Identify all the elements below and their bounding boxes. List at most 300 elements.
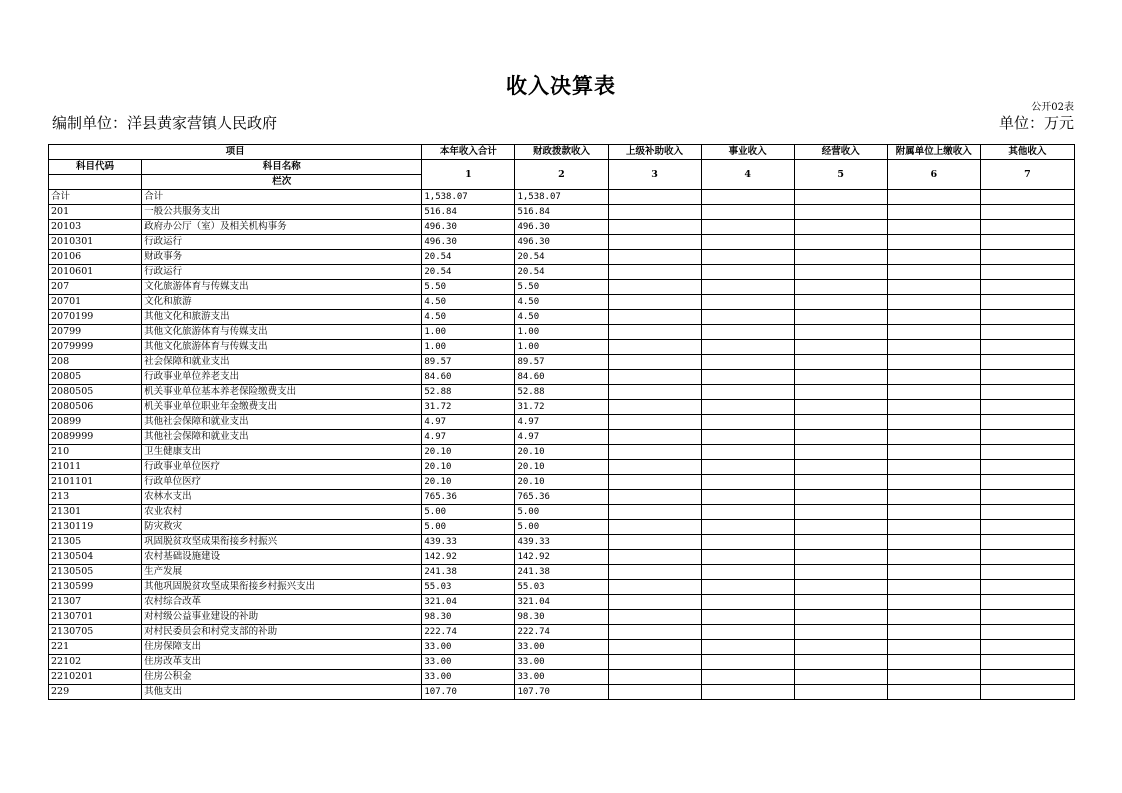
row-empty-cell: [701, 550, 794, 565]
row-name-cell: 社会保障和就业支出: [142, 355, 422, 370]
row-empty-cell: [887, 460, 980, 475]
row-empty-cell: [608, 235, 701, 250]
col-number-4: 4: [701, 160, 794, 190]
row-empty-cell: [608, 325, 701, 340]
row-fiscal-cell: 5.50: [515, 280, 608, 295]
row-total-cell: 20.54: [422, 265, 515, 280]
table-row: [49, 355, 1075, 370]
header-col-superior: 上级补助收入: [608, 145, 701, 160]
row-empty-cell: [794, 295, 887, 310]
row-empty-cell: [887, 370, 980, 385]
table-row: [49, 565, 1075, 580]
row-empty-cell: [980, 415, 1074, 430]
row-empty-cell: [701, 295, 794, 310]
row-total-cell: 20.10: [422, 475, 515, 490]
row-name-cell: 住房改革支出: [142, 655, 422, 670]
col-number-5: 5: [794, 160, 887, 190]
row-code-cell: 2079999: [49, 340, 142, 355]
row-empty-cell: [887, 310, 980, 325]
row-empty-cell: [701, 430, 794, 445]
row-fiscal-cell: 55.03: [515, 580, 608, 595]
row-total-cell: 4.50: [422, 310, 515, 325]
row-fiscal-cell: 89.57: [515, 355, 608, 370]
table-row: [49, 625, 1075, 640]
row-name-cell: 行政单位医疗: [142, 475, 422, 490]
row-code-cell: 2130599: [49, 580, 142, 595]
row-total-cell: 5.00: [422, 505, 515, 520]
row-fiscal-cell: 20.10: [515, 445, 608, 460]
row-total-cell: 98.30: [422, 610, 515, 625]
row-empty-cell: [608, 385, 701, 400]
row-empty-cell: [701, 565, 794, 580]
row-total-cell: 1.00: [422, 325, 515, 340]
row-empty-cell: [794, 370, 887, 385]
row-empty-cell: [794, 400, 887, 415]
row-code-cell: 2130504: [49, 550, 142, 565]
table-row: [49, 655, 1075, 670]
row-empty-cell: [701, 475, 794, 490]
row-fiscal-cell: 241.38: [515, 565, 608, 580]
table-row: [49, 670, 1075, 685]
row-empty-cell: [980, 475, 1074, 490]
table-row: [49, 370, 1075, 385]
row-empty-cell: [701, 265, 794, 280]
row-empty-cell: [887, 430, 980, 445]
row-total-cell: 5.50: [422, 280, 515, 295]
row-empty-cell: [701, 370, 794, 385]
row-empty-cell: [608, 355, 701, 370]
row-empty-cell: [701, 220, 794, 235]
row-empty-cell: [701, 685, 794, 700]
col-number-3: 3: [608, 160, 701, 190]
row-empty-cell: [701, 505, 794, 520]
row-empty-cell: [794, 640, 887, 655]
row-empty-cell: [887, 475, 980, 490]
header-code: 科目代码: [49, 160, 142, 175]
row-empty-cell: [794, 670, 887, 685]
table-row: [49, 280, 1075, 295]
row-empty-cell: [701, 490, 794, 505]
row-empty-cell: [701, 640, 794, 655]
row-total-cell: 439.33: [422, 535, 515, 550]
row-empty-cell: [887, 190, 980, 205]
header-code-blank: [49, 175, 142, 190]
row-empty-cell: [887, 235, 980, 250]
row-fiscal-cell: 496.30: [515, 220, 608, 235]
row-empty-cell: [701, 250, 794, 265]
row-name-cell: 其他社会保障和就业支出: [142, 430, 422, 445]
row-empty-cell: [887, 280, 980, 295]
row-empty-cell: [608, 250, 701, 265]
row-total-cell: 33.00: [422, 670, 515, 685]
row-empty-cell: [980, 235, 1074, 250]
row-fiscal-cell: 439.33: [515, 535, 608, 550]
row-total-cell: 20.10: [422, 460, 515, 475]
row-name-cell: 对村级公益事业建设的补助: [142, 610, 422, 625]
row-empty-cell: [608, 280, 701, 295]
row-empty-cell: [794, 265, 887, 280]
row-code-cell: 2010601: [49, 265, 142, 280]
row-empty-cell: [701, 415, 794, 430]
row-fiscal-cell: 222.74: [515, 625, 608, 640]
row-empty-cell: [608, 520, 701, 535]
row-empty-cell: [701, 625, 794, 640]
row-empty-cell: [794, 340, 887, 355]
table-row: [49, 595, 1075, 610]
row-total-cell: 4.97: [422, 430, 515, 445]
row-total-cell: 55.03: [422, 580, 515, 595]
row-empty-cell: [608, 670, 701, 685]
row-empty-cell: [980, 205, 1074, 220]
row-empty-cell: [794, 205, 887, 220]
row-name-cell: 巩固脱贫攻坚成果衔接乡村振兴: [142, 535, 422, 550]
row-empty-cell: [794, 685, 887, 700]
row-empty-cell: [887, 265, 980, 280]
row-empty-cell: [701, 205, 794, 220]
header-col-business: 事业收入: [701, 145, 794, 160]
row-code-cell: 2210201: [49, 670, 142, 685]
row-empty-cell: [608, 550, 701, 565]
row-total-cell: 142.92: [422, 550, 515, 565]
row-name-cell: 一般公共服务支出: [142, 205, 422, 220]
row-fiscal-cell: 1.00: [515, 340, 608, 355]
row-fiscal-cell: 4.50: [515, 295, 608, 310]
row-code-cell: 208: [49, 355, 142, 370]
row-empty-cell: [887, 550, 980, 565]
header-col-fiscal: 财政拨款收入: [515, 145, 608, 160]
row-empty-cell: [887, 670, 980, 685]
row-empty-cell: [980, 265, 1074, 280]
row-empty-cell: [701, 235, 794, 250]
table-row: [49, 265, 1075, 280]
row-empty-cell: [794, 505, 887, 520]
row-empty-cell: [794, 490, 887, 505]
row-fiscal-cell: 20.10: [515, 460, 608, 475]
row-empty-cell: [608, 685, 701, 700]
row-total-cell: 1.00: [422, 340, 515, 355]
table-row: [49, 235, 1075, 250]
row-empty-cell: [980, 595, 1074, 610]
row-name-cell: 生产发展: [142, 565, 422, 580]
row-empty-cell: [794, 430, 887, 445]
row-empty-cell: [887, 535, 980, 550]
row-fiscal-cell: 142.92: [515, 550, 608, 565]
row-empty-cell: [608, 535, 701, 550]
row-fiscal-cell: 1,538.07: [515, 190, 608, 205]
col-number-6: 6: [887, 160, 980, 190]
table-row: [49, 445, 1075, 460]
row-empty-cell: [980, 370, 1074, 385]
row-empty-cell: [887, 415, 980, 430]
table-row: [49, 490, 1075, 505]
row-fiscal-cell: 33.00: [515, 640, 608, 655]
row-empty-cell: [980, 580, 1074, 595]
row-fiscal-cell: 20.54: [515, 250, 608, 265]
row-name-cell: 机关事业单位基本养老保险缴费支出: [142, 385, 422, 400]
form-number: 公开02表: [1031, 102, 1074, 113]
row-code-cell: 2080505: [49, 385, 142, 400]
table-row: [49, 205, 1075, 220]
row-empty-cell: [701, 340, 794, 355]
row-name-cell: 其他文化旅游体育与传媒支出: [142, 325, 422, 340]
row-code-cell: 21301: [49, 505, 142, 520]
row-empty-cell: [794, 325, 887, 340]
row-name-cell: 住房公积金: [142, 670, 422, 685]
row-name-cell: 农村综合改革: [142, 595, 422, 610]
col-number-1: 1: [422, 160, 515, 190]
row-empty-cell: [608, 595, 701, 610]
row-empty-cell: [980, 460, 1074, 475]
table-row: [49, 580, 1075, 595]
row-empty-cell: [608, 625, 701, 640]
row-empty-cell: [887, 295, 980, 310]
unit-label: 单位：万元: [998, 114, 1074, 132]
row-empty-cell: [980, 295, 1074, 310]
header-lanci: 栏次: [142, 175, 422, 190]
row-code-cell: 21011: [49, 460, 142, 475]
row-total-cell: 89.57: [422, 355, 515, 370]
row-total-cell: 222.74: [422, 625, 515, 640]
row-name-cell: 其他巩固脱贫攻坚成果衔接乡村振兴支出: [142, 580, 422, 595]
row-fiscal-cell: 4.97: [515, 415, 608, 430]
row-empty-cell: [980, 250, 1074, 265]
row-empty-cell: [794, 310, 887, 325]
table-row: [49, 610, 1075, 625]
row-empty-cell: [980, 625, 1074, 640]
table-row: [49, 640, 1075, 655]
row-name-cell: 行政运行: [142, 265, 422, 280]
row-empty-cell: [980, 550, 1074, 565]
row-empty-cell: [608, 505, 701, 520]
row-empty-cell: [608, 190, 701, 205]
row-code-cell: 201: [49, 205, 142, 220]
row-name-cell: 行政运行: [142, 235, 422, 250]
row-empty-cell: [980, 535, 1074, 550]
row-empty-cell: [887, 445, 980, 460]
row-empty-cell: [887, 520, 980, 535]
row-empty-cell: [794, 565, 887, 580]
row-empty-cell: [887, 325, 980, 340]
row-fiscal-cell: 84.60: [515, 370, 608, 385]
header-col-total: 本年收入合计: [422, 145, 515, 160]
row-total-cell: 496.30: [422, 235, 515, 250]
row-empty-cell: [701, 520, 794, 535]
row-code-cell: 22102: [49, 655, 142, 670]
row-empty-cell: [887, 580, 980, 595]
row-name-cell: 农业农村: [142, 505, 422, 520]
row-empty-cell: [794, 280, 887, 295]
row-empty-cell: [794, 610, 887, 625]
row-empty-cell: [887, 490, 980, 505]
row-empty-cell: [608, 445, 701, 460]
row-empty-cell: [701, 400, 794, 415]
row-empty-cell: [608, 655, 701, 670]
row-empty-cell: [980, 655, 1074, 670]
row-empty-cell: [887, 220, 980, 235]
row-code-cell: 2130119: [49, 520, 142, 535]
row-fiscal-cell: 33.00: [515, 670, 608, 685]
row-empty-cell: [887, 595, 980, 610]
table-row: [49, 505, 1075, 520]
row-empty-cell: [980, 400, 1074, 415]
row-code-cell: 20103: [49, 220, 142, 235]
row-total-cell: 496.30: [422, 220, 515, 235]
row-empty-cell: [887, 400, 980, 415]
row-fiscal-cell: 33.00: [515, 655, 608, 670]
row-name-cell: 财政事务: [142, 250, 422, 265]
row-fiscal-cell: 5.00: [515, 520, 608, 535]
row-fiscal-cell: 52.88: [515, 385, 608, 400]
row-code-cell: 20899: [49, 415, 142, 430]
row-empty-cell: [887, 625, 980, 640]
row-empty-cell: [608, 415, 701, 430]
row-code-cell: 2101101: [49, 475, 142, 490]
row-empty-cell: [701, 580, 794, 595]
row-empty-cell: [887, 250, 980, 265]
row-name-cell: 合计: [142, 190, 422, 205]
table-row: [49, 385, 1075, 400]
table-row: [49, 220, 1075, 235]
row-code-cell: 20799: [49, 325, 142, 340]
row-fiscal-cell: 98.30: [515, 610, 608, 625]
row-name-cell: 农林水支出: [142, 490, 422, 505]
row-code-cell: 合计: [49, 190, 142, 205]
row-code-cell: 207: [49, 280, 142, 295]
row-empty-cell: [794, 250, 887, 265]
row-code-cell: 221: [49, 640, 142, 655]
table-row: [49, 325, 1075, 340]
row-fiscal-cell: 321.04: [515, 595, 608, 610]
row-name-cell: 其他社会保障和就业支出: [142, 415, 422, 430]
row-code-cell: 2130705: [49, 625, 142, 640]
col-number-2: 2: [515, 160, 608, 190]
row-empty-cell: [887, 205, 980, 220]
table-row: [49, 295, 1075, 310]
row-name-cell: 文化和旅游: [142, 295, 422, 310]
table-row: [49, 340, 1075, 355]
row-code-cell: 21305: [49, 535, 142, 550]
row-total-cell: 33.00: [422, 640, 515, 655]
row-empty-cell: [980, 640, 1074, 655]
row-empty-cell: [608, 205, 701, 220]
row-empty-cell: [608, 565, 701, 580]
row-empty-cell: [794, 550, 887, 565]
row-empty-cell: [794, 220, 887, 235]
row-total-cell: 241.38: [422, 565, 515, 580]
row-total-cell: 107.70: [422, 685, 515, 700]
table-row: [49, 430, 1075, 445]
row-empty-cell: [980, 445, 1074, 460]
row-empty-cell: [701, 385, 794, 400]
row-empty-cell: [608, 610, 701, 625]
row-empty-cell: [701, 595, 794, 610]
row-empty-cell: [701, 190, 794, 205]
row-empty-cell: [980, 325, 1074, 340]
row-code-cell: 2089999: [49, 430, 142, 445]
table-row: [49, 415, 1075, 430]
row-empty-cell: [608, 430, 701, 445]
row-empty-cell: [701, 355, 794, 370]
table-row: [49, 250, 1075, 265]
row-empty-cell: [794, 475, 887, 490]
row-empty-cell: [887, 340, 980, 355]
row-total-cell: 52.88: [422, 385, 515, 400]
organization-label: 编制单位：洋县黄家营镇人民政府: [52, 114, 278, 132]
row-fiscal-cell: 765.36: [515, 490, 608, 505]
row-empty-cell: [980, 610, 1074, 625]
row-code-cell: 20701: [49, 295, 142, 310]
row-name-cell: 行政事业单位养老支出: [142, 370, 422, 385]
row-empty-cell: [794, 355, 887, 370]
row-empty-cell: [887, 565, 980, 580]
row-empty-cell: [887, 505, 980, 520]
row-empty-cell: [794, 655, 887, 670]
row-code-cell: 20805: [49, 370, 142, 385]
table-row: [49, 310, 1075, 325]
row-fiscal-cell: 107.70: [515, 685, 608, 700]
row-empty-cell: [794, 625, 887, 640]
row-empty-cell: [794, 235, 887, 250]
row-empty-cell: [887, 610, 980, 625]
row-empty-cell: [887, 655, 980, 670]
row-empty-cell: [794, 415, 887, 430]
row-total-cell: 84.60: [422, 370, 515, 385]
table-row: [49, 190, 1075, 205]
row-empty-cell: [887, 685, 980, 700]
header-name: 科目名称: [142, 160, 422, 175]
row-total-cell: 321.04: [422, 595, 515, 610]
row-fiscal-cell: 1.00: [515, 325, 608, 340]
row-fiscal-cell: 4.97: [515, 430, 608, 445]
row-empty-cell: [980, 190, 1074, 205]
row-empty-cell: [608, 220, 701, 235]
row-name-cell: 行政事业单位医疗: [142, 460, 422, 475]
header-item: 项目: [49, 145, 422, 160]
row-code-cell: 229: [49, 685, 142, 700]
row-name-cell: 文化旅游体育与传媒支出: [142, 280, 422, 295]
row-name-cell: 住房保障支出: [142, 640, 422, 655]
row-empty-cell: [980, 670, 1074, 685]
row-code-cell: 2070199: [49, 310, 142, 325]
row-empty-cell: [608, 475, 701, 490]
row-empty-cell: [980, 355, 1074, 370]
table-row: [49, 550, 1075, 565]
row-empty-cell: [980, 565, 1074, 580]
row-code-cell: 2080506: [49, 400, 142, 415]
row-empty-cell: [980, 490, 1074, 505]
row-empty-cell: [794, 190, 887, 205]
col-number-7: 7: [980, 160, 1074, 190]
row-empty-cell: [608, 310, 701, 325]
row-name-cell: 机关事业单位职业年金缴费支出: [142, 400, 422, 415]
row-code-cell: 2010301: [49, 235, 142, 250]
row-fiscal-cell: 516.84: [515, 205, 608, 220]
row-name-cell: 其他支出: [142, 685, 422, 700]
row-empty-cell: [701, 655, 794, 670]
row-empty-cell: [701, 610, 794, 625]
row-empty-cell: [608, 370, 701, 385]
row-code-cell: 20106: [49, 250, 142, 265]
row-empty-cell: [980, 505, 1074, 520]
row-empty-cell: [701, 325, 794, 340]
row-total-cell: 20.54: [422, 250, 515, 265]
row-empty-cell: [794, 385, 887, 400]
table-body: [49, 190, 1075, 700]
row-name-cell: 农村基础设施建设: [142, 550, 422, 565]
row-empty-cell: [701, 310, 794, 325]
row-name-cell: 防灾救灾: [142, 520, 422, 535]
row-code-cell: 213: [49, 490, 142, 505]
